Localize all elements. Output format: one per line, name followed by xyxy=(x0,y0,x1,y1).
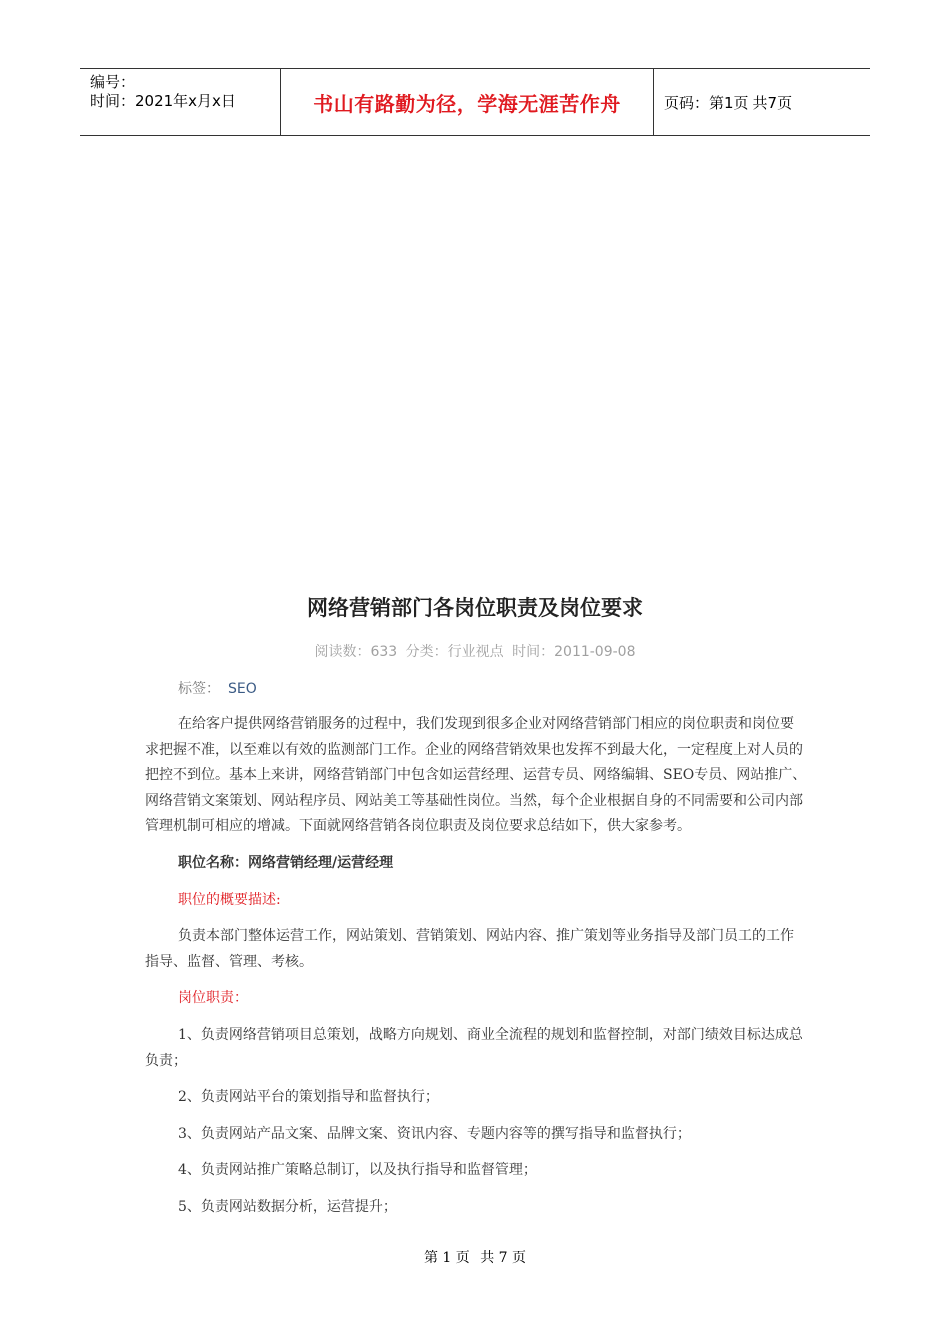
page-total: 共7页 xyxy=(752,93,793,112)
overview-text: 负责本部门整体运营工作，网站策划、营销策划、网站内容、推广策划等业务指导及部门员工的工作指导、监督、管理、考核。 xyxy=(145,928,794,970)
duty-item-4: 4、负责网站推广策略总制订，以及执行指导和监督管理； xyxy=(178,1162,537,1179)
time-label: 时间：2021年x月x日 xyxy=(90,92,236,110)
header-table xyxy=(80,68,870,136)
duty-item-3: 3、负责网站产品文案、品牌文案、资讯内容、专题内容等的撰写指导和监督执行； xyxy=(178,1125,691,1142)
duty-item-5: 5、负责网站数据分析，运营提升； xyxy=(178,1198,397,1215)
category: 分类：行业视点 xyxy=(405,644,504,660)
page-footer xyxy=(0,1247,950,1267)
header-page-cell xyxy=(654,69,870,135)
publish-time: 时间：2011-09-08 xyxy=(512,644,636,660)
tags-label: 标签： xyxy=(178,681,220,697)
read-count: 阅读数：633 xyxy=(314,644,398,660)
duty-item-2: 2、负责网站平台的策划指导和监督执行； xyxy=(178,1089,439,1106)
header-motto: 书山有路勤为径，学海无涯苦作舟 xyxy=(281,69,654,135)
article-meta xyxy=(0,641,950,661)
header-info-cell xyxy=(80,69,281,135)
footer-total: 共 7 页 xyxy=(480,1250,527,1266)
page-label: 页码：第1页 xyxy=(664,93,749,112)
tags-row xyxy=(178,678,257,698)
position-name: 职位名称：网络营销经理/运营经理 xyxy=(178,854,394,871)
duties-heading: 岗位职责： xyxy=(178,990,248,1007)
overview-heading: 职位的概要描述: xyxy=(178,891,281,908)
article-title: 网络营销部门各岗位职责及岗位要求 xyxy=(307,596,643,620)
footer-page: 第 1 页 xyxy=(423,1250,470,1266)
tag-link-seo[interactable]: SEO xyxy=(228,681,257,697)
intro-paragraph: 在给客户提供网络营销服务的过程中，我们发现到很多企业对网络营销部门相应的岗位职责和岗位要求把握不准，以至难以有效的监测部门工作。企业的网络营销效果也发挥不到最大化，一定程度上对人员的把控不到位。基本上来讲，网络营销部门中包含如运营经理、运营专员、网络编辑、SEO专员、网站推广、网络营销文案策划、网站程序员、网站美工等基础性岗位。当然，每个企业根据自身的不同需要和公司内部管理机制可相应的增减。下面就网络营销各岗位职责及岗位要求总结如下，供大家参考。 xyxy=(145,716,807,835)
duty-item-1: 1、负责网络营销项目总策划，战略方向规划、商业全流程的规划和监督控制，对部门绩效目标达成总负责； xyxy=(145,1026,803,1069)
article-body xyxy=(145,712,807,1232)
number-label: 编号： xyxy=(90,73,136,91)
